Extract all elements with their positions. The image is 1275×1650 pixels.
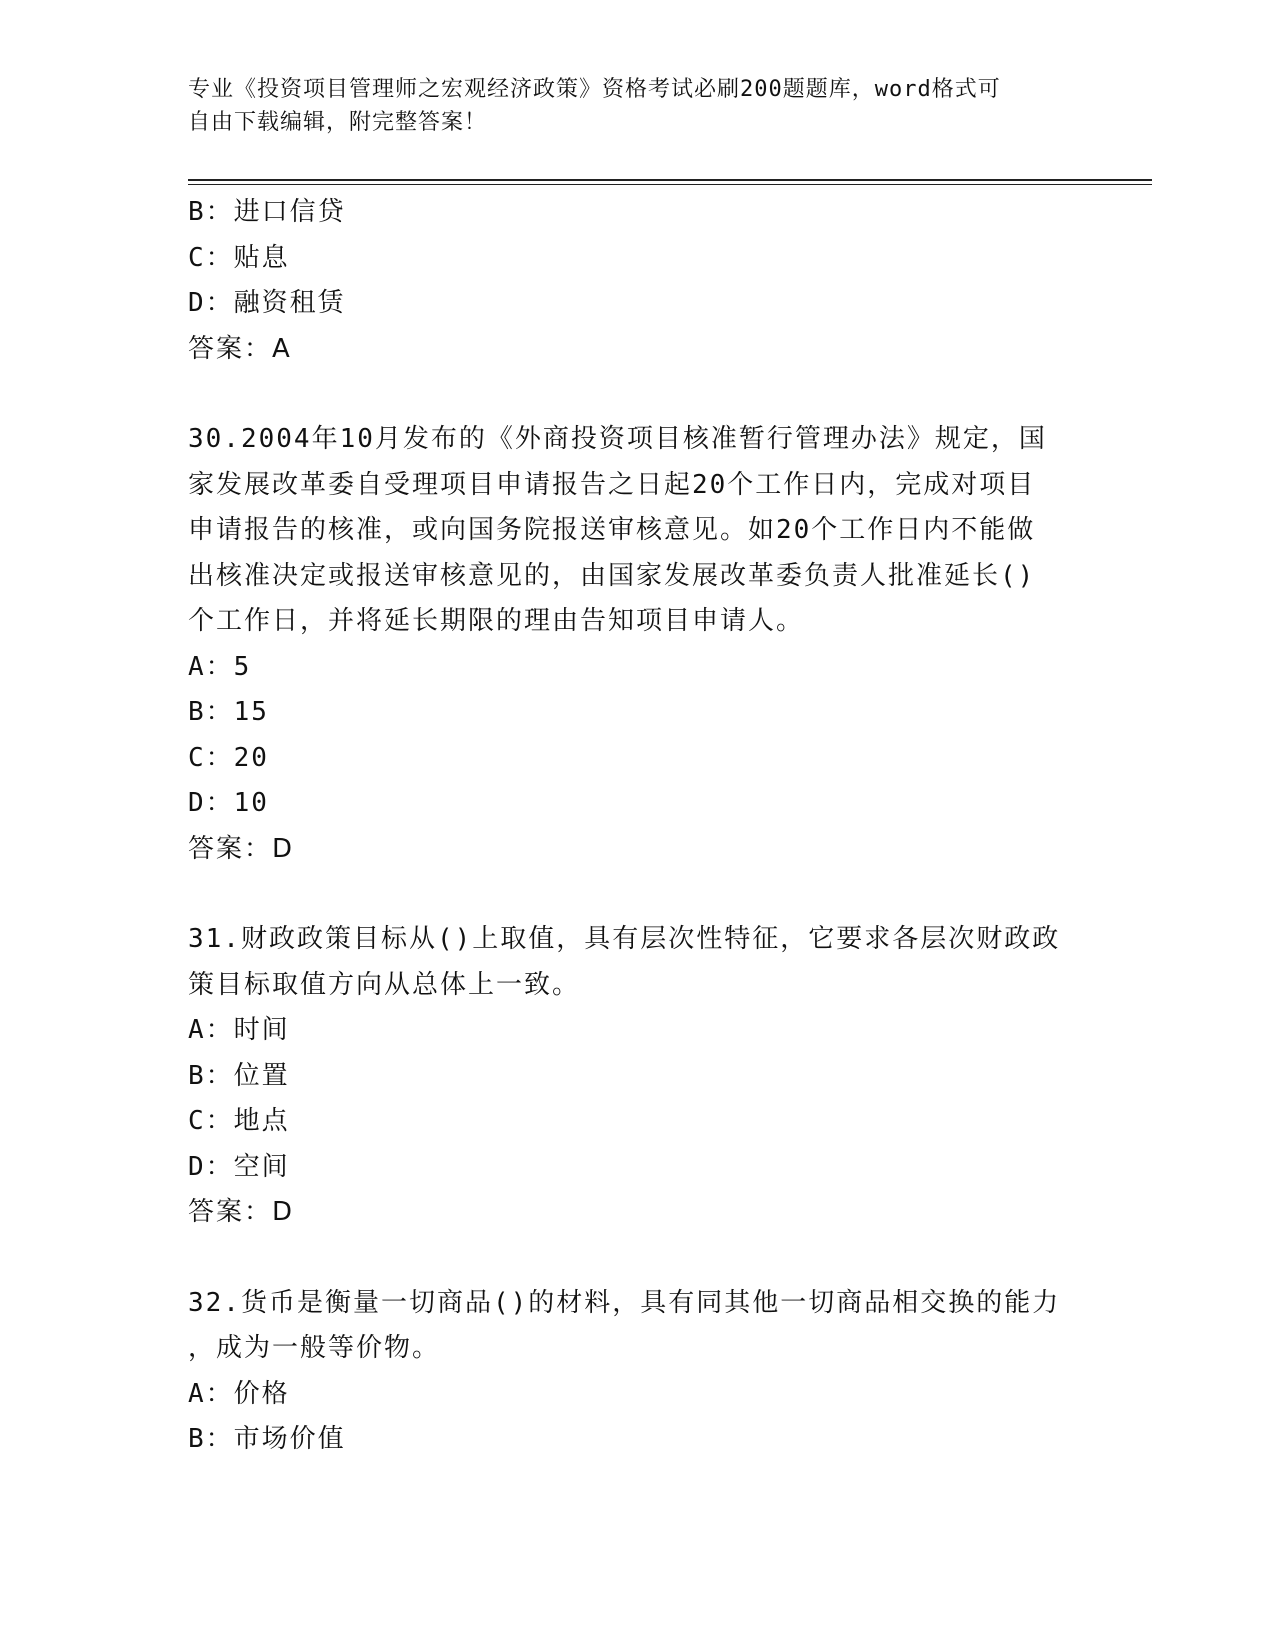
option-text: 地点 <box>233 1106 290 1136</box>
answer-line: 答案：A <box>188 333 292 364</box>
question-content <box>188 190 1088 1463</box>
answer-line: 答案：D <box>188 833 295 864</box>
option-text: 时间 <box>233 1015 290 1045</box>
question-text-line: 申请报告的核准，或向国务院报送审核意见。如20个工作日内不能做 <box>188 515 1036 545</box>
question-text-line: ，成为一般等价物。 <box>188 1333 441 1363</box>
option-text: 市场价值 <box>233 1424 346 1454</box>
header-rule-thin <box>188 184 1152 185</box>
option-text: 空间 <box>233 1151 290 1182</box>
option-item <box>188 781 1088 827</box>
option-key: C： <box>188 1106 234 1136</box>
option-item <box>188 1008 1088 1054</box>
option-item <box>188 736 1088 782</box>
question-30 <box>188 417 1088 872</box>
question-text-line: 31.财政政策目标从()上取值，具有层次性特征，它要求各层次财政政 <box>188 924 1061 954</box>
option-key: D： <box>188 1151 234 1182</box>
option-key: D： <box>188 288 234 318</box>
question-text-line: 个工作日，并将延长期限的理由告知项目申请人。 <box>188 606 805 636</box>
option-item <box>188 1054 1088 1100</box>
option-item <box>188 1145 1088 1191</box>
option-key: A： <box>188 1015 234 1045</box>
option-key: B： <box>188 1424 234 1454</box>
option-item <box>188 690 1088 736</box>
option-key: A： <box>188 651 234 682</box>
option-text: 价格 <box>233 1378 290 1409</box>
spacer <box>188 1236 1088 1281</box>
option-text: 融资租赁 <box>233 288 346 318</box>
question-31 <box>188 917 1088 1236</box>
option-item <box>188 190 1088 236</box>
question-text-line: 32.货币是衡量一切商品()的材料，具有同其他一切商品相交换的能力 <box>188 1287 1061 1318</box>
option-item <box>188 1372 1088 1418</box>
option-text: 5 <box>233 651 252 682</box>
option-item <box>188 236 1088 282</box>
question-text-line: 策目标取值方向从总体上一致。 <box>188 969 581 1000</box>
header-line-2: 自由下载编辑，附完整答案！ <box>188 110 488 135</box>
option-key: A： <box>188 1378 234 1409</box>
question-29-tail <box>188 190 1088 372</box>
option-key: C： <box>188 242 234 273</box>
option-key: D： <box>188 788 234 818</box>
option-item <box>188 1417 1088 1463</box>
document-header <box>188 73 1068 139</box>
answer-line: 答案：D <box>188 1197 295 1227</box>
option-key: B： <box>188 197 234 227</box>
spacer <box>188 872 1088 917</box>
question-32 <box>188 1281 1088 1463</box>
header-rule-thick <box>188 179 1152 181</box>
option-item <box>188 645 1088 691</box>
option-key: B： <box>188 1060 234 1091</box>
header-line-1: 专业《投资项目管理师之宏观经济政策》资格考试必刷200题题库，word格式可 <box>188 77 1001 102</box>
question-text-line: 家发展改革委自受理项目申请报告之日起20个工作日内，完成对项目 <box>188 469 1036 500</box>
question-text-line: 出核准决定或报送审核意见的，由国家发展改革委负责人批准延长() <box>188 560 1036 591</box>
option-text: 贴息 <box>233 242 290 273</box>
option-key: C： <box>188 742 234 773</box>
option-key: B： <box>188 697 234 727</box>
option-text: 15 <box>233 697 269 727</box>
option-text: 10 <box>233 788 269 818</box>
option-text: 20 <box>233 742 269 773</box>
spacer <box>188 372 1088 417</box>
option-item <box>188 1099 1088 1145</box>
option-text: 位置 <box>233 1060 290 1091</box>
question-text-line: 30.2004年10月发布的《外商投资项目核准暂行管理办法》规定，国 <box>188 424 1047 454</box>
option-item <box>188 281 1088 327</box>
option-text: 进口信贷 <box>233 197 346 227</box>
